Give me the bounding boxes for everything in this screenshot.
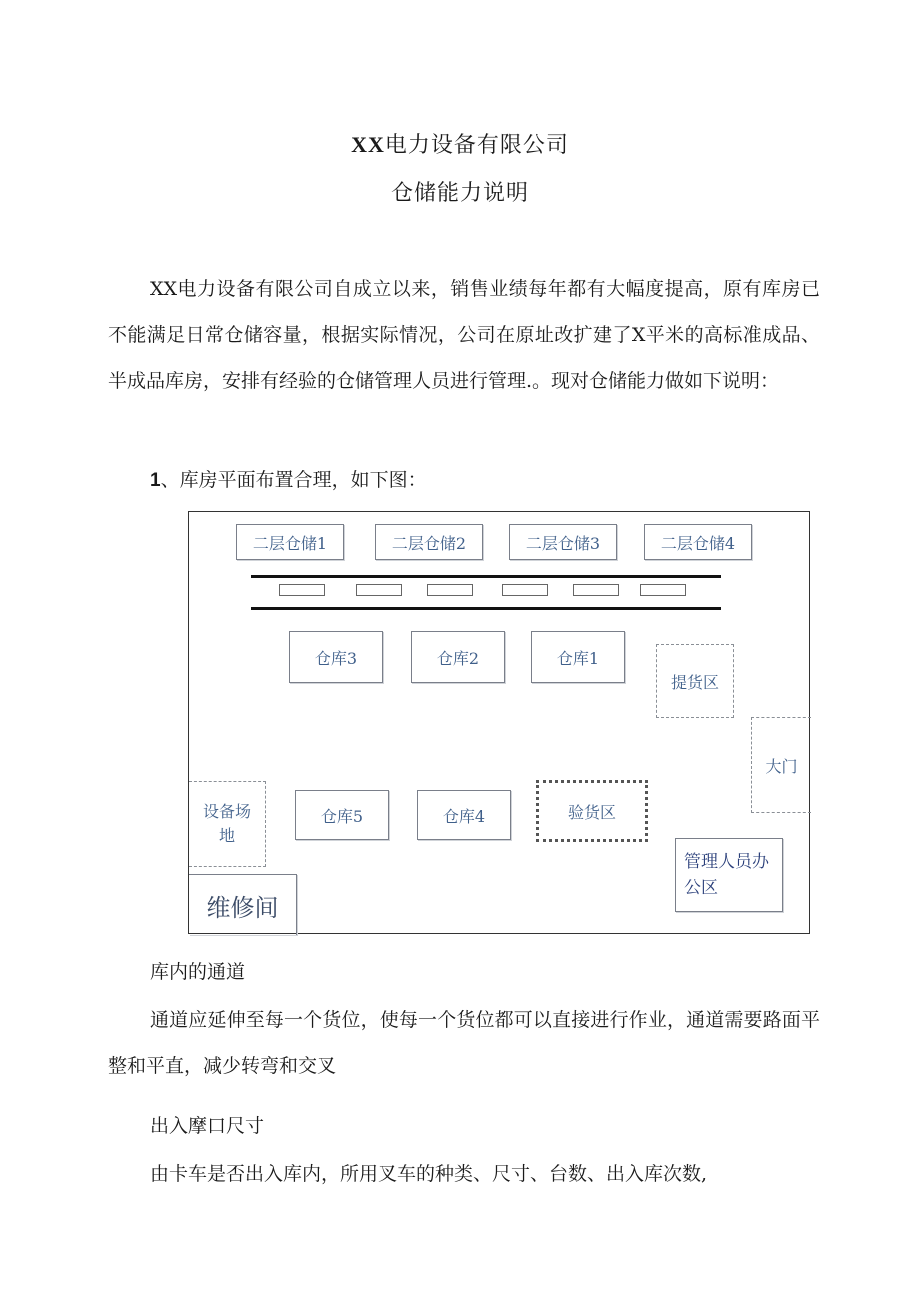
warehouse-floor-plan xyxy=(188,511,810,934)
passage-paragraph: 通道应延伸至每一个货位，使每一个货位都可以直接进行作业，通道需要路面平整和平直，减少转弯和交叉 xyxy=(108,1009,820,1077)
door-size-heading: 出入摩口尺寸 xyxy=(150,1115,265,1137)
pickup-area: 提货区 xyxy=(656,644,734,718)
section-1-text: 、库房平面布置合理，如下图： xyxy=(160,469,427,491)
warehouse-5: 仓库5 xyxy=(295,790,389,840)
warehouse-2: 仓库2 xyxy=(411,631,505,683)
upper-storage-3: 二层仓储3 xyxy=(509,524,617,560)
management-office: 管理人员办公区 xyxy=(675,838,783,912)
inspection-area: 验货区 xyxy=(536,780,648,842)
warehouse-4: 仓库4 xyxy=(417,790,511,840)
corridor-slot xyxy=(640,584,686,596)
upper-storage-4: 二层仓储4 xyxy=(644,524,752,560)
intro-paragraph: XX电力设备有限公司自成立以来，销售业绩每年都有大幅度提高，原有库房已不能满足日常仓储容量，根据实际情况，公司在原址改扩建了X平米的高标准成品、半成品库房，安排有经验的仓储管理人员进行管理.。现对仓储能力做如下说明： xyxy=(108,278,820,392)
door-size-paragraph: 由卡车是否出入库内，所用叉车的种类、尺寸、台数、出入库次数, xyxy=(150,1163,708,1185)
corridor-slot xyxy=(427,584,473,596)
corridor-slot xyxy=(573,584,619,596)
corridor-slot xyxy=(502,584,548,596)
passage-heading: 库内的通道 xyxy=(150,961,246,983)
upper-storage-1: 二层仓储1 xyxy=(236,524,344,560)
document-title xyxy=(0,128,920,159)
repair-room: 维修间 xyxy=(189,874,297,935)
document-subtitle: 仓储能力说明 xyxy=(390,181,529,206)
section-1-heading xyxy=(150,465,427,492)
corridor-slot xyxy=(356,584,402,596)
section-1-number: 1 xyxy=(150,470,161,491)
corridor-rail-bottom xyxy=(251,607,721,610)
equipment-yard: 设备场地 xyxy=(189,781,266,867)
title-rest: 电力设备有限公司 xyxy=(384,133,569,158)
upper-storage-2: 二层仓储2 xyxy=(375,524,483,560)
corridor-rail-top xyxy=(251,575,721,578)
main-gate: 大门 xyxy=(751,717,811,813)
title-prefix: XX xyxy=(351,132,385,157)
warehouse-3: 仓库3 xyxy=(289,631,383,683)
corridor-slot xyxy=(279,584,325,596)
warehouse-1: 仓库1 xyxy=(531,631,625,683)
